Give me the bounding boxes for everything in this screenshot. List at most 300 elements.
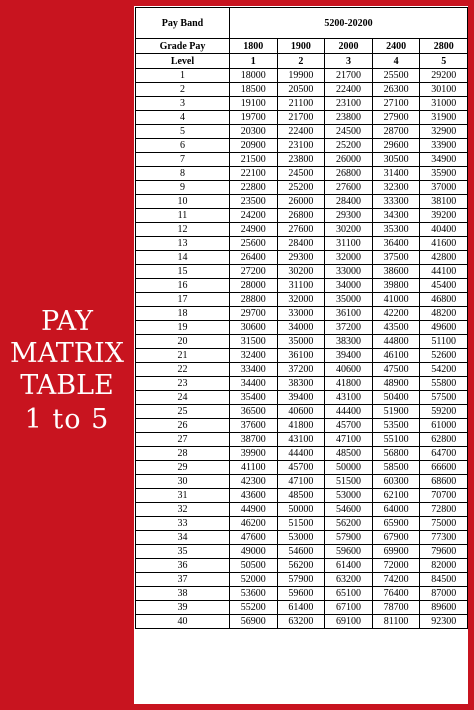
pay-cell: 41000 — [372, 293, 420, 307]
pay-cell: 32900 — [420, 125, 468, 139]
pay-cell: 38600 — [372, 265, 420, 279]
pay-cell: 61400 — [325, 559, 373, 573]
index-cell: 8 — [136, 167, 230, 181]
index-cell: 6 — [136, 139, 230, 153]
pay-cell: 55800 — [420, 377, 468, 391]
pay-cell: 63200 — [277, 615, 325, 629]
index-cell: 10 — [136, 195, 230, 209]
pay-cell: 50000 — [277, 503, 325, 517]
pay-cell: 56200 — [277, 559, 325, 573]
index-cell: 3 — [136, 97, 230, 111]
pay-cell: 32300 — [372, 181, 420, 195]
pay-cell: 36100 — [325, 307, 373, 321]
index-cell: 15 — [136, 265, 230, 279]
pay-cell: 40400 — [420, 223, 468, 237]
index-cell: 19 — [136, 321, 230, 335]
pay-cell: 34900 — [420, 153, 468, 167]
pay-cell: 59200 — [420, 405, 468, 419]
pay-cell: 19900 — [277, 69, 325, 83]
level-label: Level — [136, 54, 230, 69]
pay-cell: 46200 — [230, 517, 278, 531]
pay-cell: 27600 — [277, 223, 325, 237]
title-line-1: PAY — [41, 306, 93, 337]
pay-cell: 51500 — [325, 475, 373, 489]
level-cell: 1 — [230, 54, 278, 69]
pay-cell: 45400 — [420, 279, 468, 293]
pay-cell: 43100 — [325, 391, 373, 405]
pay-cell: 27200 — [230, 265, 278, 279]
pay-cell: 47500 — [372, 363, 420, 377]
pay-cell: 34400 — [230, 377, 278, 391]
pay-cell: 26800 — [277, 209, 325, 223]
table-row — [136, 335, 468, 349]
pay-cell: 45700 — [277, 461, 325, 475]
pay-cell: 20300 — [230, 125, 278, 139]
title-line-4: 1 to 5 — [24, 404, 110, 435]
grade-pay-cell: 2800 — [420, 39, 468, 54]
pay-cell: 59600 — [325, 545, 373, 559]
table-row — [136, 223, 468, 237]
index-cell: 34 — [136, 531, 230, 545]
pay-cell: 48500 — [277, 489, 325, 503]
pay-cell: 36100 — [277, 349, 325, 363]
pay-cell: 75000 — [420, 517, 468, 531]
pay-cell: 48500 — [325, 447, 373, 461]
pay-cell: 38700 — [230, 433, 278, 447]
pay-cell: 72800 — [420, 503, 468, 517]
pay-cell: 52600 — [420, 349, 468, 363]
pay-cell: 26400 — [230, 251, 278, 265]
level-cell: 3 — [325, 54, 373, 69]
index-cell: 11 — [136, 209, 230, 223]
table-row — [136, 167, 468, 181]
pay-cell: 63200 — [325, 573, 373, 587]
title-line-2: MATRIX — [10, 338, 124, 369]
table-row — [136, 153, 468, 167]
pay-cell: 57900 — [277, 573, 325, 587]
table-row — [136, 461, 468, 475]
pay-cell: 54600 — [277, 545, 325, 559]
pay-cell: 43600 — [230, 489, 278, 503]
pay-cell: 78700 — [372, 601, 420, 615]
pay-cell: 29700 — [230, 307, 278, 321]
pay-cell: 53000 — [325, 489, 373, 503]
pay-cell: 34000 — [277, 321, 325, 335]
pay-cell: 60300 — [372, 475, 420, 489]
table-row — [136, 349, 468, 363]
pay-cell: 74200 — [372, 573, 420, 587]
pay-cell: 56800 — [372, 447, 420, 461]
pay-cell: 25200 — [277, 181, 325, 195]
pay-cell: 87000 — [420, 587, 468, 601]
pay-cell: 67900 — [372, 531, 420, 545]
pay-cell: 37200 — [325, 321, 373, 335]
pay-cell: 46800 — [420, 293, 468, 307]
pay-cell: 28400 — [277, 237, 325, 251]
table-row — [136, 601, 468, 615]
pay-cell: 33400 — [230, 363, 278, 377]
pay-cell: 68600 — [420, 475, 468, 489]
pay-cell: 32000 — [325, 251, 373, 265]
pay-cell: 36500 — [230, 405, 278, 419]
pay-cell: 20500 — [277, 83, 325, 97]
pay-cell: 25200 — [325, 139, 373, 153]
pay-cell: 19100 — [230, 97, 278, 111]
pay-cell: 31400 — [372, 167, 420, 181]
grade-pay-label: Grade Pay — [136, 39, 230, 54]
pay-cell: 47100 — [277, 475, 325, 489]
table-row — [136, 545, 468, 559]
pay-cell: 39200 — [420, 209, 468, 223]
pay-cell: 19700 — [230, 111, 278, 125]
pay-cell: 32000 — [277, 293, 325, 307]
pay-cell: 31100 — [325, 237, 373, 251]
pay-cell: 56900 — [230, 615, 278, 629]
pay-cell: 28800 — [230, 293, 278, 307]
table-row — [136, 83, 468, 97]
index-cell: 5 — [136, 125, 230, 139]
index-cell: 32 — [136, 503, 230, 517]
pay-cell: 28400 — [325, 195, 373, 209]
pay-matrix-table — [135, 7, 468, 629]
pay-cell: 92300 — [420, 615, 468, 629]
table-row — [136, 307, 468, 321]
index-cell: 14 — [136, 251, 230, 265]
index-cell: 2 — [136, 83, 230, 97]
pay-cell: 70700 — [420, 489, 468, 503]
table-row — [136, 237, 468, 251]
pay-cell: 29300 — [277, 251, 325, 265]
pay-cell: 48200 — [420, 307, 468, 321]
pay-cell: 43100 — [277, 433, 325, 447]
pay-cell: 26800 — [325, 167, 373, 181]
pay-cell: 28000 — [230, 279, 278, 293]
pay-cell: 38300 — [277, 377, 325, 391]
table-row — [136, 125, 468, 139]
pay-cell: 77300 — [420, 531, 468, 545]
index-cell: 29 — [136, 461, 230, 475]
index-cell: 23 — [136, 377, 230, 391]
pay-cell: 57900 — [325, 531, 373, 545]
index-cell: 38 — [136, 587, 230, 601]
pay-cell: 26000 — [325, 153, 373, 167]
pay-cell: 65900 — [372, 517, 420, 531]
pay-cell: 35900 — [420, 167, 468, 181]
pay-cell: 29200 — [420, 69, 468, 83]
pay-cell: 26300 — [372, 83, 420, 97]
table-row — [136, 181, 468, 195]
pay-cell: 39800 — [372, 279, 420, 293]
pay-cell: 42300 — [230, 475, 278, 489]
pay-cell: 66600 — [420, 461, 468, 475]
index-cell: 25 — [136, 405, 230, 419]
pay-cell: 50500 — [230, 559, 278, 573]
pay-cell: 76400 — [372, 587, 420, 601]
table-row — [136, 69, 468, 83]
pay-cell: 45700 — [325, 419, 373, 433]
index-cell: 26 — [136, 419, 230, 433]
index-cell: 28 — [136, 447, 230, 461]
pay-cell: 27900 — [372, 111, 420, 125]
pay-cell: 50400 — [372, 391, 420, 405]
pay-cell: 59600 — [277, 587, 325, 601]
index-cell: 39 — [136, 601, 230, 615]
pay-cell: 23500 — [230, 195, 278, 209]
pay-cell: 23800 — [325, 111, 373, 125]
pay-cell: 81100 — [372, 615, 420, 629]
pay-cell: 23100 — [277, 139, 325, 153]
level-cell: 4 — [372, 54, 420, 69]
table-row — [136, 251, 468, 265]
pay-cell: 62800 — [420, 433, 468, 447]
table-row — [136, 363, 468, 377]
pay-cell: 40600 — [325, 363, 373, 377]
pay-cell: 33900 — [420, 139, 468, 153]
pay-cell: 54600 — [325, 503, 373, 517]
pay-cell: 24500 — [277, 167, 325, 181]
pay-cell: 44400 — [277, 447, 325, 461]
pay-cell: 69100 — [325, 615, 373, 629]
index-cell: 16 — [136, 279, 230, 293]
pay-cell: 53000 — [277, 531, 325, 545]
pay-cell: 61000 — [420, 419, 468, 433]
pay-cell: 89600 — [420, 601, 468, 615]
pay-cell: 36400 — [372, 237, 420, 251]
pay-cell: 35000 — [277, 335, 325, 349]
pay-cell: 18000 — [230, 69, 278, 83]
index-cell: 20 — [136, 335, 230, 349]
pay-cell: 84500 — [420, 573, 468, 587]
pay-cell: 42800 — [420, 251, 468, 265]
pay-cell: 35400 — [230, 391, 278, 405]
pay-cell: 41600 — [420, 237, 468, 251]
table-row — [136, 321, 468, 335]
table-row — [136, 293, 468, 307]
table-row — [136, 517, 468, 531]
pay-cell: 37600 — [230, 419, 278, 433]
pay-cell: 29300 — [325, 209, 373, 223]
pay-cell: 47100 — [325, 433, 373, 447]
table-row — [136, 195, 468, 209]
pay-cell: 62100 — [372, 489, 420, 503]
pay-cell: 20900 — [230, 139, 278, 153]
table-row — [136, 111, 468, 125]
pay-cell: 27100 — [372, 97, 420, 111]
table-row — [136, 139, 468, 153]
table-row — [136, 265, 468, 279]
pay-cell: 58500 — [372, 461, 420, 475]
pay-cell: 56200 — [325, 517, 373, 531]
table-row — [136, 377, 468, 391]
pay-band-label: Pay Band — [136, 8, 230, 39]
pay-cell: 24200 — [230, 209, 278, 223]
pay-cell: 24500 — [325, 125, 373, 139]
pay-cell: 43500 — [372, 321, 420, 335]
pay-cell: 30600 — [230, 321, 278, 335]
grade-pay-row — [136, 39, 468, 54]
pay-cell: 31900 — [420, 111, 468, 125]
index-cell: 30 — [136, 475, 230, 489]
table-row — [136, 279, 468, 293]
pay-cell: 37200 — [277, 363, 325, 377]
index-cell: 1 — [136, 69, 230, 83]
poster-title — [0, 306, 134, 436]
index-cell: 27 — [136, 433, 230, 447]
index-cell: 40 — [136, 615, 230, 629]
pay-cell: 37500 — [372, 251, 420, 265]
pay-cell: 30100 — [420, 83, 468, 97]
pay-cell: 42200 — [372, 307, 420, 321]
pay-cell: 22800 — [230, 181, 278, 195]
table-row — [136, 503, 468, 517]
pay-cell: 72000 — [372, 559, 420, 573]
pay-cell: 33300 — [372, 195, 420, 209]
pay-cell: 30200 — [277, 265, 325, 279]
table-row — [136, 531, 468, 545]
pay-cell: 21100 — [277, 97, 325, 111]
pay-cell: 46100 — [372, 349, 420, 363]
pay-cell: 33000 — [325, 265, 373, 279]
index-cell: 37 — [136, 573, 230, 587]
left-title-panel — [0, 0, 134, 710]
pay-matrix-table-container — [134, 6, 468, 704]
pay-cell: 26000 — [277, 195, 325, 209]
pay-cell: 38300 — [325, 335, 373, 349]
pay-cell: 49600 — [420, 321, 468, 335]
pay-cell: 53500 — [372, 419, 420, 433]
pay-cell: 38100 — [420, 195, 468, 209]
table-row — [136, 615, 468, 629]
pay-cell: 65100 — [325, 587, 373, 601]
pay-cell: 69900 — [372, 545, 420, 559]
pay-cell: 67100 — [325, 601, 373, 615]
pay-cell: 31500 — [230, 335, 278, 349]
grade-pay-cell: 2400 — [372, 39, 420, 54]
pay-cell: 55100 — [372, 433, 420, 447]
pay-cell: 44900 — [230, 503, 278, 517]
pay-cell: 48900 — [372, 377, 420, 391]
pay-cell: 39400 — [325, 349, 373, 363]
pay-cell: 61400 — [277, 601, 325, 615]
index-cell: 7 — [136, 153, 230, 167]
level-row — [136, 54, 468, 69]
pay-cell: 82000 — [420, 559, 468, 573]
pay-cell: 39900 — [230, 447, 278, 461]
pay-cell: 32400 — [230, 349, 278, 363]
pay-cell: 25500 — [372, 69, 420, 83]
level-cell: 5 — [420, 54, 468, 69]
pay-cell: 31100 — [277, 279, 325, 293]
pay-cell: 52000 — [230, 573, 278, 587]
pay-cell: 31000 — [420, 97, 468, 111]
table-row — [136, 405, 468, 419]
grade-pay-cell: 2000 — [325, 39, 373, 54]
pay-cell: 37000 — [420, 181, 468, 195]
table-row — [136, 97, 468, 111]
pay-cell: 18500 — [230, 83, 278, 97]
table-row — [136, 447, 468, 461]
table-row — [136, 587, 468, 601]
pay-cell: 49000 — [230, 545, 278, 559]
pay-cell: 50000 — [325, 461, 373, 475]
table-row — [136, 391, 468, 405]
table-row — [136, 573, 468, 587]
table-row — [136, 209, 468, 223]
pay-cell: 44800 — [372, 335, 420, 349]
pay-cell: 30500 — [372, 153, 420, 167]
pay-cell: 64000 — [372, 503, 420, 517]
pay-cell: 47600 — [230, 531, 278, 545]
table-row — [136, 475, 468, 489]
pay-cell: 44100 — [420, 265, 468, 279]
pay-cell: 35000 — [325, 293, 373, 307]
pay-cell: 64700 — [420, 447, 468, 461]
index-cell: 33 — [136, 517, 230, 531]
pay-cell: 55200 — [230, 601, 278, 615]
title-line-3: TABLE — [20, 370, 114, 401]
pay-cell: 79600 — [420, 545, 468, 559]
grade-pay-cell: 1800 — [230, 39, 278, 54]
pay-cell: 40600 — [277, 405, 325, 419]
pay-cell: 34000 — [325, 279, 373, 293]
index-cell: 9 — [136, 181, 230, 195]
index-cell: 18 — [136, 307, 230, 321]
pay-cell: 53600 — [230, 587, 278, 601]
pay-cell: 27600 — [325, 181, 373, 195]
pay-cell: 54200 — [420, 363, 468, 377]
pay-cell: 23800 — [277, 153, 325, 167]
level-cell: 2 — [277, 54, 325, 69]
pay-cell: 22100 — [230, 167, 278, 181]
pay-cell: 22400 — [325, 83, 373, 97]
index-cell: 36 — [136, 559, 230, 573]
index-cell: 35 — [136, 545, 230, 559]
pay-cell: 34300 — [372, 209, 420, 223]
table-row — [136, 433, 468, 447]
pay-cell: 51500 — [277, 517, 325, 531]
pay-cell: 23100 — [325, 97, 373, 111]
pay-cell: 33000 — [277, 307, 325, 321]
pay-band-row — [136, 8, 468, 39]
pay-cell: 25600 — [230, 237, 278, 251]
pay-cell: 21500 — [230, 153, 278, 167]
pay-cell: 41800 — [277, 419, 325, 433]
table-row — [136, 489, 468, 503]
index-cell: 13 — [136, 237, 230, 251]
index-cell: 12 — [136, 223, 230, 237]
index-cell: 24 — [136, 391, 230, 405]
pay-cell: 35300 — [372, 223, 420, 237]
pay-cell: 21700 — [325, 69, 373, 83]
index-cell: 4 — [136, 111, 230, 125]
pay-cell: 21700 — [277, 111, 325, 125]
pay-cell: 57500 — [420, 391, 468, 405]
pay-cell: 41100 — [230, 461, 278, 475]
grade-pay-cell: 1900 — [277, 39, 325, 54]
pay-cell: 51100 — [420, 335, 468, 349]
pay-cell: 51900 — [372, 405, 420, 419]
table-row — [136, 419, 468, 433]
pay-cell: 24900 — [230, 223, 278, 237]
pay-cell: 28700 — [372, 125, 420, 139]
pay-cell: 29600 — [372, 139, 420, 153]
index-cell: 21 — [136, 349, 230, 363]
pay-cell: 41800 — [325, 377, 373, 391]
pay-band-value: 5200-20200 — [230, 8, 468, 39]
pay-cell: 44400 — [325, 405, 373, 419]
index-cell: 31 — [136, 489, 230, 503]
pay-cell: 22400 — [277, 125, 325, 139]
